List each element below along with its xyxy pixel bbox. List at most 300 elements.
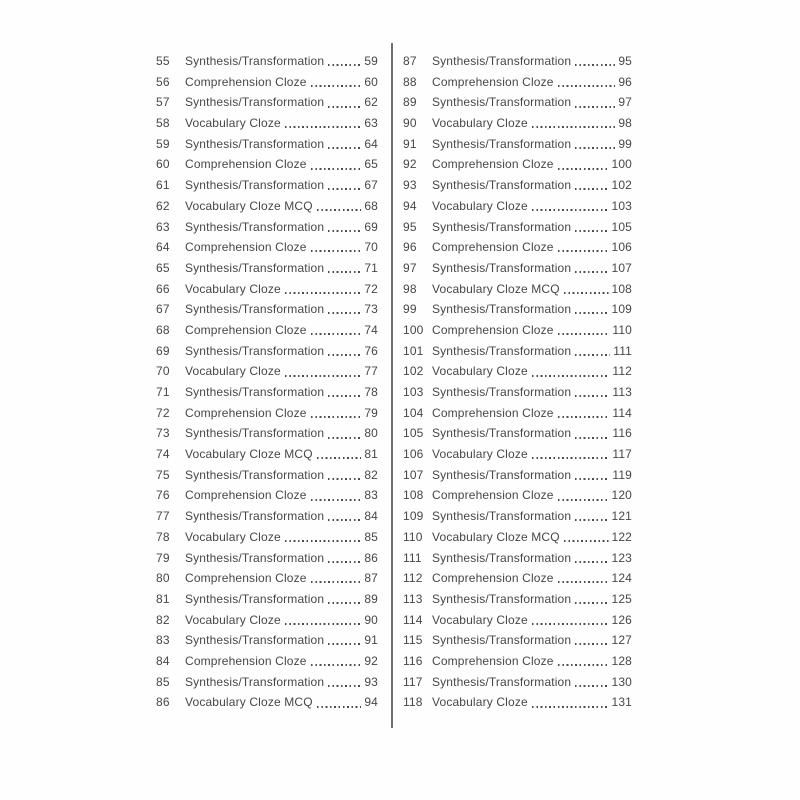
dot-leader	[328, 437, 361, 439]
entry-number: 72	[156, 405, 170, 420]
entry-number: 101	[403, 343, 424, 358]
entry-title: Synthesis/Transformation	[432, 136, 572, 151]
dot-leader	[311, 85, 362, 87]
entry-number: 74	[156, 447, 170, 462]
entry-number: 91	[403, 136, 417, 151]
dot-leader	[575, 188, 608, 190]
toc-entry	[156, 403, 378, 424]
entry-page: 83	[364, 488, 378, 503]
entry-title: Comprehension Cloze	[185, 571, 307, 586]
toc-entry	[403, 92, 632, 113]
entry-number: 110	[403, 529, 423, 544]
toc-entry	[403, 258, 632, 279]
entry-title: Vocabulary Cloze	[432, 447, 528, 462]
toc-entry	[403, 175, 632, 196]
entry-title: Vocabulary Cloze MCQ	[185, 198, 313, 213]
toc-entry	[403, 72, 632, 93]
dot-leader	[532, 375, 610, 377]
entry-title: Comprehension Cloze	[185, 322, 307, 337]
dot-leader	[558, 499, 609, 501]
toc-entry	[403, 196, 632, 217]
entry-title: Synthesis/Transformation	[185, 426, 325, 441]
entry-number: 117	[403, 674, 423, 689]
entry-page: 79	[364, 405, 378, 420]
entry-page: 113	[612, 385, 632, 399]
entry-number: 90	[403, 116, 417, 131]
entry-title: Synthesis/Transformation	[185, 674, 325, 689]
entry-number: 57	[156, 95, 170, 110]
toc-entry	[403, 568, 632, 589]
dot-leader	[532, 126, 616, 128]
toc-column-left	[156, 51, 378, 713]
entry-title: Synthesis/Transformation	[185, 467, 325, 482]
dot-leader	[311, 250, 362, 252]
dot-leader	[532, 209, 609, 211]
toc-entry	[403, 113, 632, 134]
entry-number: 77	[156, 509, 170, 524]
entry-title: Comprehension Cloze	[432, 322, 554, 337]
entry-page: 116	[612, 426, 632, 441]
entry-title: Comprehension Cloze	[185, 653, 307, 668]
entry-title: Comprehension Cloze	[185, 488, 307, 503]
entry-page: 60	[364, 74, 378, 89]
dot-leader	[558, 581, 609, 583]
entry-title: Vocabulary Cloze	[185, 281, 281, 296]
dot-leader	[558, 250, 609, 252]
dot-leader	[311, 333, 362, 335]
entry-page: 110	[612, 322, 632, 337]
entry-page: 107	[611, 260, 632, 275]
entry-page: 74	[364, 322, 378, 337]
entry-number: 83	[156, 633, 170, 648]
entry-title: Synthesis/Transformation	[185, 178, 325, 193]
entry-page: 98	[618, 116, 632, 131]
entry-title: Synthesis/Transformation	[185, 550, 325, 565]
entry-title: Vocabulary Cloze	[432, 198, 528, 213]
entry-page: 65	[364, 157, 378, 172]
dot-leader	[532, 457, 610, 459]
dot-leader	[558, 85, 616, 87]
dot-leader	[328, 106, 361, 108]
entry-page: 128	[611, 653, 632, 668]
entry-number: 97	[403, 260, 417, 275]
dot-leader	[558, 168, 609, 170]
entry-number: 116	[403, 653, 423, 668]
entry-page: 106	[611, 240, 632, 255]
toc-entry	[403, 630, 632, 651]
column-divider	[391, 43, 393, 728]
entry-page: 63	[364, 116, 378, 131]
dot-leader	[311, 664, 362, 666]
dot-leader	[575, 271, 608, 273]
entry-number: 98	[403, 281, 417, 296]
toc-entry	[403, 382, 632, 403]
entry-number: 60	[156, 157, 170, 172]
entry-number: 111	[403, 550, 422, 565]
dot-leader	[564, 292, 609, 294]
dot-leader	[328, 188, 361, 190]
entry-title: Comprehension Cloze	[185, 405, 307, 420]
entry-number: 105	[403, 426, 424, 441]
dot-leader	[311, 168, 362, 170]
toc-entry	[403, 403, 632, 424]
dot-leader	[317, 457, 362, 459]
dot-leader	[285, 375, 362, 377]
toc-entry	[156, 237, 378, 258]
entry-page: 87	[364, 571, 378, 586]
entry-number: 73	[156, 426, 170, 441]
entry-number: 66	[156, 281, 170, 296]
entry-title: Vocabulary Cloze	[185, 116, 281, 131]
toc-entry	[156, 154, 378, 175]
entry-title: Vocabulary Cloze	[185, 364, 281, 379]
toc-entry	[156, 361, 378, 382]
dot-leader	[285, 126, 362, 128]
toc-entry	[156, 72, 378, 93]
toc-entry	[156, 630, 378, 651]
entry-page: 119	[612, 467, 632, 482]
entry-number: 92	[403, 157, 417, 172]
entry-number: 109	[403, 509, 424, 524]
dot-leader	[575, 643, 608, 645]
entry-title: Synthesis/Transformation	[432, 260, 572, 275]
entry-number: 78	[156, 529, 170, 544]
dot-leader	[328, 312, 361, 314]
toc-entry	[156, 672, 378, 693]
entry-title: Synthesis/Transformation	[185, 385, 325, 399]
dot-leader	[311, 416, 362, 418]
entry-page: 80	[364, 426, 378, 441]
entry-number: 115	[403, 633, 423, 648]
entry-page: 92	[364, 653, 378, 668]
entry-number: 68	[156, 322, 170, 337]
entry-title: Comprehension Cloze	[185, 74, 307, 89]
entry-page: 125	[611, 591, 632, 606]
entry-page: 85	[364, 529, 378, 544]
entry-number: 118	[403, 695, 423, 710]
entry-page: 112	[612, 364, 632, 379]
dot-leader	[328, 643, 361, 645]
entry-title: Synthesis/Transformation	[185, 136, 325, 151]
toc-entry	[156, 465, 378, 486]
dot-leader	[575, 106, 615, 108]
entry-title: Synthesis/Transformation	[185, 343, 325, 358]
entry-page: 93	[364, 674, 378, 689]
entry-page: 96	[618, 74, 632, 89]
entry-title: Synthesis/Transformation	[185, 260, 325, 275]
entry-page: 122	[611, 529, 632, 544]
entry-page: 67	[364, 178, 378, 193]
entry-page: 111	[613, 343, 632, 358]
dot-leader	[575, 312, 608, 314]
entry-page: 127	[611, 633, 632, 648]
entry-page: 121	[611, 509, 632, 524]
entry-page: 68	[364, 198, 378, 213]
entry-page: 64	[364, 136, 378, 151]
entry-title: Synthesis/Transformation	[432, 385, 572, 399]
toc-entry	[403, 423, 632, 444]
toc-entry	[156, 485, 378, 506]
entry-number: 81	[156, 591, 170, 606]
dot-leader	[564, 540, 609, 542]
toc-entry	[156, 258, 378, 279]
entry-page: 120	[611, 488, 632, 503]
entry-title: Comprehension Cloze	[432, 157, 554, 172]
entry-page: 69	[364, 219, 378, 234]
entry-number: 79	[156, 550, 170, 565]
dot-leader	[532, 706, 609, 708]
entry-page: 77	[364, 364, 378, 379]
toc-entry	[156, 506, 378, 527]
entry-title: Synthesis/Transformation	[432, 509, 572, 524]
entry-page: 78	[364, 385, 378, 399]
entry-page: 102	[611, 178, 632, 193]
dot-leader	[328, 561, 361, 563]
toc-entry	[156, 382, 378, 403]
toc-entry	[156, 92, 378, 113]
entry-number: 56	[156, 74, 170, 89]
toc-entry	[403, 651, 632, 672]
toc-entry	[156, 175, 378, 196]
entry-page: 99	[618, 136, 632, 151]
dot-leader	[558, 664, 609, 666]
entry-number: 75	[156, 467, 170, 482]
entry-page: 126	[611, 612, 632, 627]
entry-title: Comprehension Cloze	[432, 405, 554, 420]
dot-leader	[558, 416, 610, 418]
dot-leader	[311, 499, 362, 501]
entry-title: Comprehension Cloze	[185, 157, 307, 172]
entry-number: 114	[403, 612, 423, 627]
toc-entry	[156, 217, 378, 238]
toc-entry	[403, 444, 632, 465]
entry-page: 89	[364, 591, 378, 606]
entry-number: 71	[156, 385, 170, 399]
toc-entry	[156, 568, 378, 589]
toc-entry	[403, 672, 632, 693]
toc-entry	[156, 134, 378, 155]
toc-entry	[403, 217, 632, 238]
entry-number: 64	[156, 240, 170, 255]
entry-page: 72	[364, 281, 378, 296]
dot-leader	[575, 395, 609, 397]
dot-leader	[575, 437, 609, 439]
entry-number: 89	[403, 95, 417, 110]
entry-page: 105	[611, 219, 632, 234]
entry-number: 67	[156, 302, 170, 317]
entry-number: 80	[156, 571, 170, 586]
toc-entry	[156, 279, 378, 300]
entry-number: 76	[156, 488, 170, 503]
entry-page: 84	[364, 509, 378, 524]
dot-leader	[575, 602, 608, 604]
dot-leader	[575, 64, 615, 66]
entry-number: 86	[156, 695, 170, 710]
dot-leader	[285, 540, 362, 542]
entry-page: 59	[364, 54, 378, 68]
entry-title: Synthesis/Transformation	[432, 674, 572, 689]
toc-entry	[156, 320, 378, 341]
entry-number: 61	[156, 178, 170, 193]
dot-leader	[311, 581, 362, 583]
entry-page: 109	[611, 302, 632, 317]
dot-leader	[317, 209, 362, 211]
toc-entry	[403, 51, 632, 72]
entry-number: 95	[403, 219, 417, 234]
dot-leader	[328, 354, 361, 356]
entry-page: 76	[364, 343, 378, 358]
dot-leader	[285, 292, 362, 294]
toc-entry	[403, 154, 632, 175]
entry-page: 100	[611, 157, 632, 172]
toc-entry	[156, 444, 378, 465]
entry-number: 58	[156, 116, 170, 131]
entry-title: Synthesis/Transformation	[185, 219, 325, 234]
entry-number: 88	[403, 74, 417, 89]
entry-title: Comprehension Cloze	[185, 240, 307, 255]
entry-number: 65	[156, 260, 170, 275]
dot-leader	[575, 685, 608, 687]
entry-number: 84	[156, 653, 170, 668]
entry-title: Vocabulary Cloze	[432, 695, 528, 710]
entry-title: Synthesis/Transformation	[185, 633, 325, 648]
toc-entry	[156, 651, 378, 672]
toc-entry	[156, 341, 378, 362]
entry-title: Synthesis/Transformation	[185, 95, 325, 110]
dot-leader	[575, 478, 609, 480]
dot-leader	[328, 271, 361, 273]
toc-entry	[403, 589, 632, 610]
entry-title: Synthesis/Transformation	[432, 467, 572, 482]
entry-title: Vocabulary Cloze MCQ	[185, 447, 313, 462]
toc-entry	[156, 589, 378, 610]
toc-entry	[403, 465, 632, 486]
dot-leader	[575, 230, 608, 232]
entry-title: Synthesis/Transformation	[432, 426, 572, 441]
entry-page: 124	[611, 571, 632, 586]
entry-title: Vocabulary Cloze MCQ	[432, 529, 560, 544]
dot-leader	[575, 147, 615, 149]
entry-page: 94	[364, 695, 378, 710]
dot-leader	[328, 478, 361, 480]
toc-entry	[156, 527, 378, 548]
dot-leader	[575, 354, 610, 356]
entry-title: Synthesis/Transformation	[432, 219, 572, 234]
entry-number: 87	[403, 54, 417, 68]
entry-title: Comprehension Cloze	[432, 240, 554, 255]
entry-title: Synthesis/Transformation	[185, 509, 325, 524]
entry-number: 108	[403, 488, 424, 503]
dot-leader	[328, 685, 361, 687]
toc-entry	[156, 610, 378, 631]
entry-title: Vocabulary Cloze	[432, 612, 528, 627]
dot-leader	[317, 706, 362, 708]
entry-title: Vocabulary Cloze MCQ	[432, 281, 560, 296]
entry-page: 95	[618, 54, 632, 68]
entry-page: 108	[611, 281, 632, 296]
entry-page: 117	[612, 447, 632, 462]
dot-leader	[328, 602, 361, 604]
entry-title: Synthesis/Transformation	[185, 302, 325, 317]
entry-number: 106	[403, 447, 424, 462]
entry-number: 96	[403, 240, 417, 255]
entry-number: 107	[403, 467, 424, 482]
entry-number: 112	[403, 571, 423, 586]
entry-title: Synthesis/Transformation	[185, 54, 325, 68]
dot-leader	[558, 333, 610, 335]
entry-page: 70	[364, 240, 378, 255]
entry-page: 131	[611, 695, 632, 710]
entry-page: 114	[612, 405, 632, 420]
toc-entry	[403, 692, 632, 713]
entry-title: Synthesis/Transformation	[432, 591, 572, 606]
dot-leader	[285, 623, 362, 625]
entry-number: 63	[156, 219, 170, 234]
entry-title: Synthesis/Transformation	[432, 54, 572, 68]
dot-leader	[532, 623, 609, 625]
toc-entry	[403, 485, 632, 506]
entry-title: Synthesis/Transformation	[432, 302, 572, 317]
dot-leader	[575, 561, 608, 563]
entry-title: Synthesis/Transformation	[432, 178, 572, 193]
entry-title: Vocabulary Cloze	[185, 612, 281, 627]
dot-leader	[575, 519, 608, 521]
entry-page: 91	[364, 633, 378, 648]
entry-title: Comprehension Cloze	[432, 488, 554, 503]
toc-column-right	[403, 51, 632, 713]
toc-entry	[403, 320, 632, 341]
entry-number: 82	[156, 612, 170, 627]
toc-entry	[403, 610, 632, 631]
entry-page: 103	[611, 198, 632, 213]
entry-page: 130	[611, 674, 632, 689]
entry-number: 103	[403, 385, 424, 399]
toc-entry	[403, 527, 632, 548]
entry-number: 113	[403, 591, 423, 606]
entry-title: Comprehension Cloze	[432, 74, 554, 89]
entry-number: 94	[403, 198, 417, 213]
entry-title: Synthesis/Transformation	[432, 343, 572, 358]
toc-entry	[403, 134, 632, 155]
entry-number: 104	[403, 405, 424, 420]
dot-leader	[328, 230, 361, 232]
toc-entry	[403, 361, 632, 382]
entry-number: 55	[156, 54, 170, 68]
entry-page: 90	[364, 612, 378, 627]
dot-leader	[328, 147, 361, 149]
entry-number: 69	[156, 343, 170, 358]
toc-entry	[156, 113, 378, 134]
entry-page: 97	[618, 95, 632, 110]
entry-page: 123	[611, 550, 632, 565]
dot-leader	[328, 64, 361, 66]
entry-number: 85	[156, 674, 170, 689]
toc-entry	[403, 548, 632, 569]
toc-entry	[156, 299, 378, 320]
entry-number: 70	[156, 364, 170, 379]
entry-page: 82	[364, 467, 378, 482]
entry-title: Synthesis/Transformation	[432, 95, 572, 110]
entry-page: 81	[364, 447, 378, 462]
entry-page: 71	[364, 260, 378, 275]
entry-number: 100	[403, 322, 424, 337]
toc-entry	[403, 299, 632, 320]
entry-title: Comprehension Cloze	[432, 653, 554, 668]
entry-title: Comprehension Cloze	[432, 571, 554, 586]
entry-title: Vocabulary Cloze	[185, 529, 281, 544]
entry-number: 93	[403, 178, 417, 193]
toc-entry	[156, 548, 378, 569]
